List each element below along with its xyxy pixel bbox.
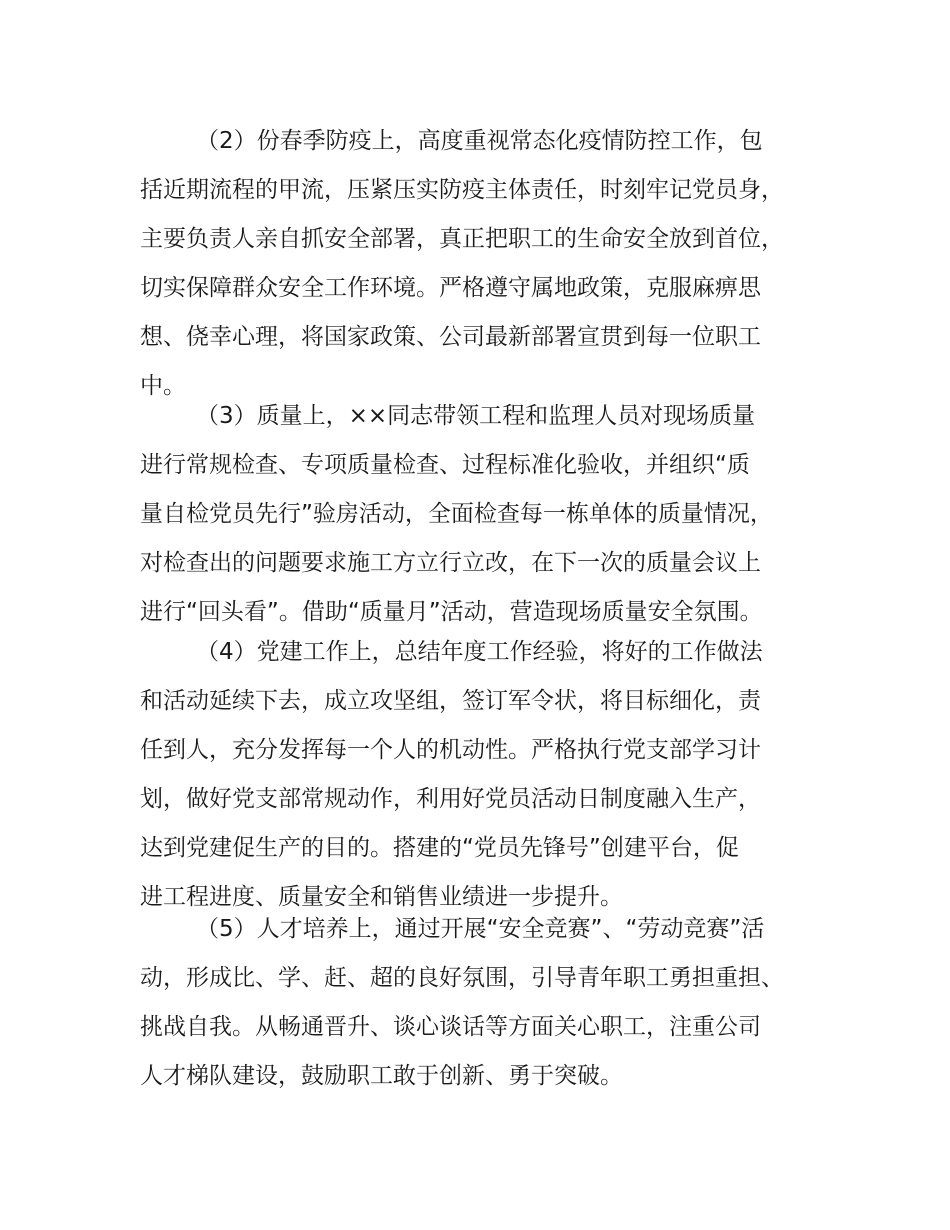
paragraph-line: 对检查出的问题要求施工方立行立改，在下一次的质量会议上 xyxy=(140,550,761,576)
paragraph-line: 划，做好党支部常规动作，利用好党员活动日制度融入生产， xyxy=(140,786,761,812)
paragraph-line: 动，形成比、学、赶、超的良好氛围，引导青年职工勇担重担、 xyxy=(140,965,784,991)
paragraph-line: 达到党建促生产的目的。搭建的“党员先锋号”创建平台，促 xyxy=(140,835,739,861)
paragraph-line: （4）党建工作上，总结年度工作经验，将好的工作做法 xyxy=(196,639,763,665)
paragraph-line: 中。 xyxy=(140,373,186,399)
paragraph-5-talent-training xyxy=(140,905,840,1101)
paragraph-2-epidemic-prevention xyxy=(140,117,840,411)
paragraph-line: 括近期流程的甲流，压紧压实防疫主体责任，时刻牢记党员身， xyxy=(140,177,784,203)
paragraph-line: 量自检党员先行”验房活动，全面检查每一栋单体的质量情况， xyxy=(140,501,773,527)
paragraph-line: （5）人才培养上，通过开展“安全竞赛”、“劳动竞赛”活 xyxy=(196,916,765,942)
paragraph-3-quality xyxy=(140,392,840,637)
paragraph-4-party-building xyxy=(140,628,840,922)
paragraph-line: 切实保障群众安全工作环境。严格遵守属地政策，克服麻痹思 xyxy=(140,275,761,301)
paragraph-line: 和活动延续下去，成立攻坚组，签订军令状，将目标细化，责 xyxy=(140,688,761,714)
paragraph-line: 进工程进度、质量安全和销售业绩进一步提升。 xyxy=(140,884,623,910)
paragraph-line: 想、侥幸心理，将国家政策、公司最新部署宣贯到每一位职工 xyxy=(140,324,761,350)
paragraph-line: 进行“回头看”。借助“质量月”活动，营造现场质量安全氛围。 xyxy=(140,599,763,625)
paragraph-line: 进行常规检查、专项质量检查、过程标准化验收，并组织“质 xyxy=(140,452,750,478)
paragraph-line: 任到人，充分发挥每一个人的机动性。严格执行党支部学习计 xyxy=(140,737,761,763)
paragraph-line: （2）份春季防疫上，高度重视常态化疫情防控工作，包 xyxy=(196,128,763,154)
paragraph-line: 挑战自我。从畅通晋升、谈心谈话等方面关心职工，注重公司 xyxy=(140,1014,761,1040)
paragraph-line: （3）质量上，××同志带领工程和监理人员对现场质量 xyxy=(196,403,756,429)
paragraph-line: 人才梯队建设，鼓励职工敢于创新、勇于突破。 xyxy=(140,1063,623,1089)
paragraph-line: 主要负责人亲自抓安全部署，真正把职工的生命安全放到首位， xyxy=(140,226,784,252)
